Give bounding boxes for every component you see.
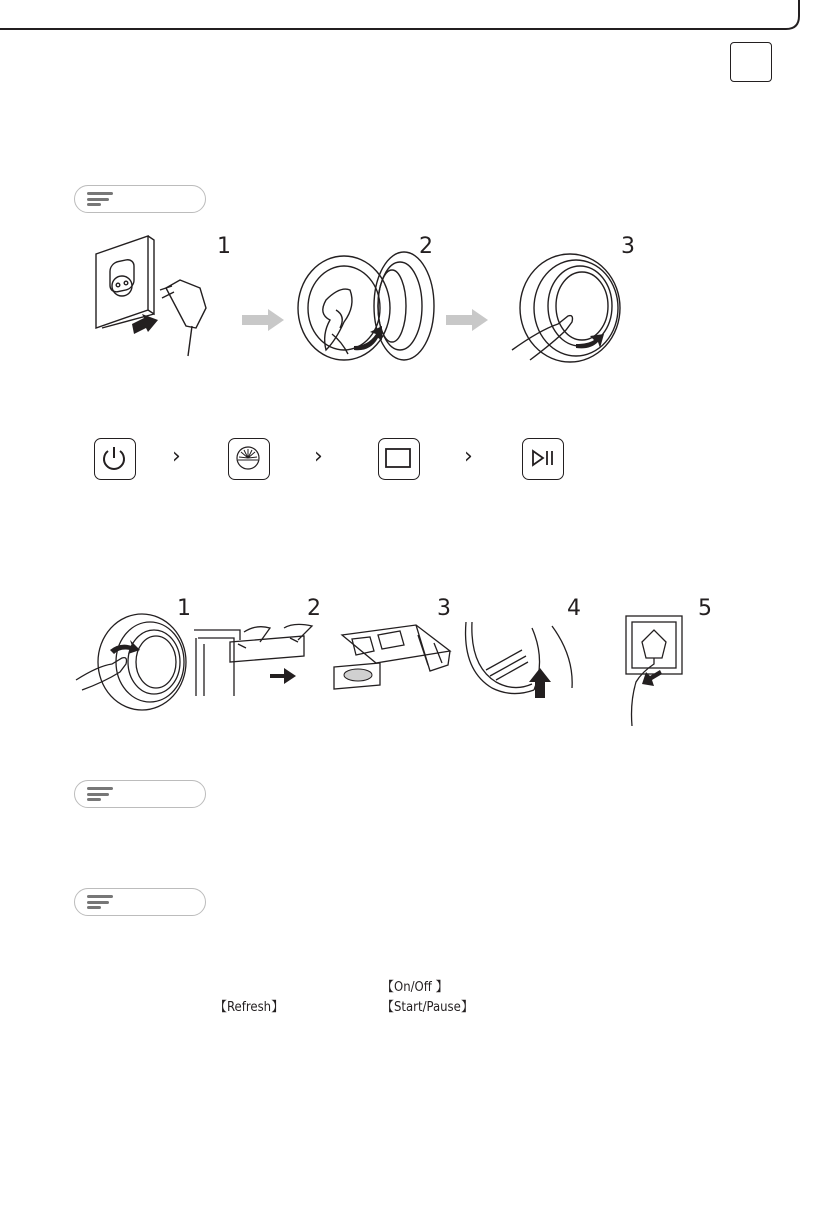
next-arrow <box>240 308 286 332</box>
step-number: 1 <box>177 596 191 621</box>
open-filter-illustration <box>330 615 455 695</box>
note-icon <box>74 888 206 916</box>
remove-filter-illustration <box>194 618 324 698</box>
display-button-icon <box>378 438 420 480</box>
close-door-illustration <box>510 250 630 370</box>
on-off-key-label: 【On/Off 】 <box>381 980 449 995</box>
reinsert-filter-illustration <box>462 620 582 700</box>
unplug-illustration <box>620 612 720 730</box>
note-icon <box>74 185 206 213</box>
next-arrow <box>444 308 490 332</box>
start-pause-button-icon <box>522 438 564 480</box>
step-number: 4 <box>567 596 581 621</box>
chevron-right-icon: › <box>314 444 323 469</box>
plug-in-illustration <box>88 228 218 358</box>
top-rule <box>0 0 822 40</box>
open-door-illustration <box>74 612 190 712</box>
note-icon <box>74 780 206 808</box>
step-number: 1 <box>217 234 231 259</box>
refresh-program-button-icon <box>228 438 270 480</box>
power-button-icon <box>94 438 136 480</box>
step-number: 5 <box>698 596 712 621</box>
chevron-right-icon: › <box>464 444 473 469</box>
step-number: 3 <box>437 596 451 621</box>
start-pause-key-label: 【Start/Pause】 <box>381 1000 474 1015</box>
chevron-right-icon: › <box>172 444 181 469</box>
step-number: 2 <box>419 234 433 259</box>
step-number: 3 <box>621 234 635 259</box>
page-number-box <box>730 42 772 82</box>
refresh-key-label: 【Refresh】 <box>214 1000 285 1015</box>
step-number: 2 <box>307 596 321 621</box>
load-laundry-illustration <box>296 250 441 370</box>
